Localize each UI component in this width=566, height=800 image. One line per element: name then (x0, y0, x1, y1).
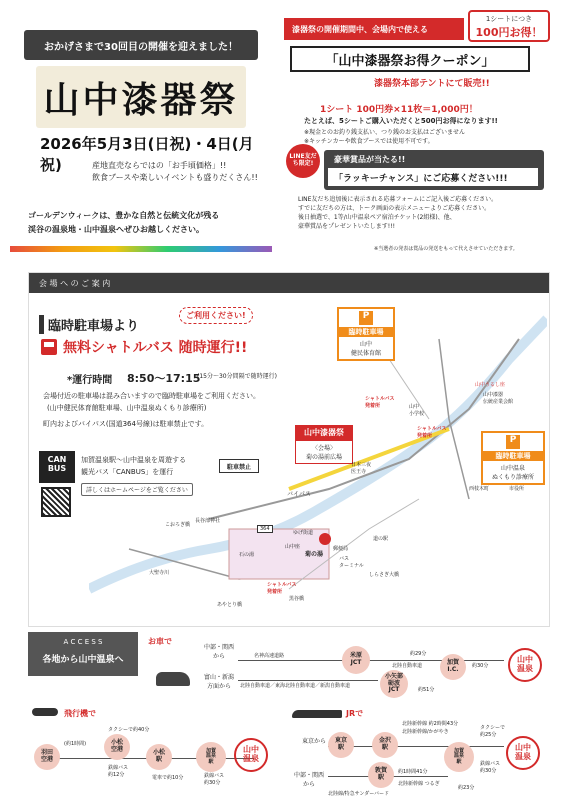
dest-jr (506, 736, 540, 770)
hours-note: (15分〜30分間隔で随時運行) (197, 373, 277, 380)
coupon-panel (284, 6, 556, 264)
map-label-10: 市役所 (509, 486, 525, 492)
station-tokyo-text: 東京 駅 (334, 737, 347, 751)
dest-jr-text: 山中 温泉 (515, 743, 531, 761)
station-tsuruga (368, 762, 394, 788)
lucky-body-1: LINE友だち追加後に表示される応募フォームにご記入後ご応募ください。 (298, 196, 498, 203)
map-label-12: 大聖寺川 (149, 570, 170, 576)
bus-icon (41, 339, 57, 355)
map-label-4: ゆげ街道 (293, 530, 314, 536)
map-label-11: 西枝木町 (469, 486, 490, 492)
station-kanazawa (372, 732, 398, 758)
guide-header (29, 273, 549, 293)
no-parking-text: 駐車禁止 (226, 463, 251, 471)
event-gw-2: 渓谷の温泉地・山中温泉へぜひお越しください。 (28, 225, 204, 234)
jr-taxi: タクシーで 約25分 (480, 725, 506, 738)
canbus-text-1: 加賀温泉駅〜山中温泉を周遊する (81, 456, 186, 464)
coupon-intro (284, 18, 464, 40)
canbus-text-2: 観光バス「CANBUS」を運行 (81, 468, 174, 476)
parking-1-p-icon: P (359, 311, 373, 325)
coupon-note-2: ※キッチンカーや飲食ブースでは使用不可です。 (304, 138, 434, 145)
map-label-0: 長谷部神社 (195, 518, 221, 524)
coupon-title-box (290, 46, 530, 72)
bus-stop-2: シャトルバス 発着所 (417, 426, 447, 439)
jr-bus: 鉄線バス 約30分 (480, 761, 501, 774)
station-tokyo (328, 732, 354, 758)
map-label-8: しらさぎ大橋 (369, 572, 400, 578)
bus-stop-1: シャトルバス 発着所 (365, 396, 395, 409)
rainbow-stripe (10, 246, 272, 252)
taxi-1: タクシーで約40分 (108, 727, 150, 733)
parking-2-tag: 臨時駐車場 (483, 451, 543, 461)
lucky-prize: 豪華賞品が当たる!! (334, 155, 406, 164)
coupon-intro-text: 漆器祭の開催期間中、会場内で使える (292, 24, 428, 34)
coupon-badge-line1: 1シートにつき (485, 15, 533, 23)
parking-1-name: 山中 健民体育館 (350, 341, 381, 357)
access-en: A C C E S S (63, 638, 103, 646)
hours-label: *運行時間 (67, 375, 113, 386)
canbus-link[interactable]: 詳しくはホームページをご覧ください (81, 483, 193, 496)
jr-tsuruga-sk: 北陸新幹線 つるぎ (398, 781, 440, 787)
event-banner-text: おかげさまで30回目の開催を迎えました！ (44, 41, 238, 53)
event-title-box (36, 66, 246, 128)
train-icon (292, 710, 342, 718)
lucky-box (324, 150, 544, 190)
no-parking-sign (219, 459, 259, 473)
parking-1 (337, 307, 395, 361)
canbus-logo-1: CAN (47, 455, 67, 464)
bus-stop-3: シャトルバス 発着所 (267, 582, 297, 595)
jr-from-1: 東京から (302, 738, 327, 745)
road-2: 北陸自動車道 (392, 663, 423, 669)
flight-1: (約1時間) (64, 741, 87, 747)
canbus-logo-2: BUS (47, 463, 67, 473)
lucky-body-2: すでに友だちの方は、トーク画面の表示メニューよりご応募ください。 (298, 205, 491, 212)
car-icon (156, 672, 190, 686)
map-label-5: あやとり橋 (217, 602, 243, 608)
callout: ご利用ください! (179, 307, 253, 324)
dest-car (508, 648, 542, 682)
car-from-1: 中部・関西 から (204, 644, 235, 660)
plane-label: 飛行機で (64, 709, 96, 718)
yamanaka-ui-label: 山中うるし座 (475, 382, 506, 388)
map-label-6: こおろぎ橋 (165, 522, 191, 528)
coupon-title: 「山中漆器祭お得クーポン」 (325, 53, 495, 69)
line-badge (286, 144, 320, 178)
coupon-example: たとえば、5シートご購入いただくと500円お得になります!! (304, 117, 498, 125)
coupon-note-1: ※現金とのお釣り銭支払い、つり銭のお支払はございません (304, 129, 466, 136)
lucky-body-3: 後日抽選で、1等/山中温泉ペア宿泊チケット(2組様)、他、 (298, 214, 456, 221)
venue-sub: 〈会場〉 菊の湯前広場 (295, 440, 353, 464)
event-desc-1: 産地直売ならではの「お手頃価格」!! (92, 161, 227, 170)
bullet-1: 会場付近の駐車場は混み合いますので臨時駐車場をご利用ください。 (43, 392, 260, 400)
airport-komatsu (104, 734, 130, 760)
dist-1: 約29分 (410, 651, 427, 657)
map-label-13: 道の駅 (373, 536, 389, 542)
map-label-2: 石の湯 (239, 552, 255, 558)
car-from-2: 富山・新潟 方面から (204, 674, 235, 690)
event-dates: 2026年5月3日(日祝)・4日(月祝) (40, 135, 254, 174)
coupon-sale: 漆器祭本部テントにて販売!! (374, 79, 490, 89)
station-kaga-jr-text: 加賀 温泉 駅 (453, 747, 464, 765)
access-label-box (28, 632, 138, 676)
bypass-label: バイパス (287, 491, 311, 498)
bullet-2: 町内およびバイパス(国道364号線)は駐車禁止です。 (43, 420, 209, 428)
plane-icon (32, 708, 58, 716)
dest-plane (234, 738, 268, 772)
kikunoyu-label: 菊の湯 (305, 551, 324, 558)
flight-2: 鉄線バス 約12分 (108, 765, 129, 778)
jr-time-2: 約1時間41分 (398, 769, 428, 775)
venue-title: 山中漆器祭 (295, 425, 353, 440)
event-gw-1: ゴールデンウィークは、豊かな自然と伝統文化が残る (28, 211, 220, 220)
road-3: 北陸自動車道／東海北陸自動車道／新潟自動車道 (240, 683, 351, 689)
coupon-price: 1シート 100円券×11枚＝1,000円！ (320, 105, 478, 115)
station-kaga-jr (444, 742, 474, 772)
ic-kaga-text: 加賀 I.C. (446, 659, 459, 673)
airport-haneda-text: 羽田 空港 (40, 749, 53, 763)
airport-komatsu-text: 小松 空港 (110, 739, 123, 753)
jct-oyabe (380, 670, 408, 698)
canbus-logo (39, 451, 75, 483)
dist-3: 約30分 (472, 663, 489, 669)
jr-hokuriku-2: 北陸新幹線/かがやき (402, 729, 449, 735)
parking-2 (481, 431, 545, 485)
map-label-14: バス ターミナル (339, 556, 364, 569)
station-kaga-plane (196, 742, 226, 772)
hours-value: 8:50〜17:15 (127, 372, 201, 385)
flight-3: 電車で約10分 (152, 775, 184, 781)
parking-1-tag: 臨時駐車場 (339, 327, 393, 337)
lucky-note: ※当選者の発表は賞品の発送をもって代えさせていただきます。 (374, 246, 518, 252)
parking-2-name: 山中温泉 ぬくもり診療所 (491, 465, 534, 481)
guide-header-text: 会 場 へ の ご 案 内 (39, 278, 111, 288)
event-panel (10, 6, 272, 256)
shuttle-text: 無料シャトルバス 随時運行!! (63, 340, 248, 356)
ic-kaga (440, 654, 466, 680)
car-label: お車で (148, 637, 172, 646)
route-364: 364 (257, 525, 273, 533)
parking-2-p-icon: P (506, 435, 520, 449)
road-1: 名神高速道路 (254, 653, 285, 659)
jr-from-2: 中部・関西 から (294, 772, 325, 788)
dist-2: 約51分 (418, 687, 435, 693)
jct-maibara-text: 米原 JCT (349, 652, 362, 666)
station-tsuruga-text: 敦賀 駅 (374, 767, 387, 781)
bullet-1b: (山中健民体育館駐車場、山中温泉ぬくもり診療所) (47, 404, 207, 412)
jct-maibara (342, 646, 370, 674)
parking-title: 臨時駐車場より (39, 315, 139, 334)
map-label-1: 日本三夜 医王寺 (351, 462, 372, 475)
coupon-badge (468, 10, 550, 42)
access-jp: 各地から山中温泉へ (42, 655, 124, 665)
dest-plane-text: 山中 温泉 (243, 745, 259, 763)
airport-haneda (34, 744, 60, 770)
flight-4: 鉄線バス 約30分 (204, 773, 225, 786)
station-kanazawa-text: 金沢 駅 (378, 737, 391, 751)
line-badge-text: LINE友だち限定! (289, 153, 317, 167)
lucky-chance: 「ラッキーチャンス」にご応募ください!!! (328, 168, 538, 186)
map-label-9: 山中 小学校 (409, 404, 425, 417)
lucky-body-4: 豪華賞品をプレゼントいたします!!! (298, 223, 395, 230)
jr-time-3: 約23分 (458, 785, 475, 791)
map-label-3: 山中座 (285, 544, 301, 550)
access-section (28, 632, 550, 796)
venue-box (295, 425, 353, 464)
qr-code (41, 487, 71, 517)
hall-label: 山中漆器 伝統産業会館 (483, 392, 514, 405)
event-title: 山中漆器祭 (43, 78, 239, 121)
jr-thunder: 北陸線/特急サンダーバード (328, 791, 389, 797)
station-komatsu (146, 744, 172, 770)
map (89, 299, 547, 625)
station-komatsu-text: 小松 駅 (152, 749, 165, 763)
jr-label: JRで (346, 709, 364, 718)
dest-car-text: 山中 温泉 (517, 655, 533, 673)
event-banner (24, 30, 258, 60)
map-label-15: 郵便局 (333, 546, 349, 552)
guide-section (28, 272, 550, 627)
coupon-badge-line2: 100円お得！ (475, 26, 543, 39)
event-desc-2: 飲食ブースや楽しいイベントも盛りだくさん!! (92, 173, 258, 182)
jr-hokuriku: 北陸新幹線 約2時間43分 (402, 721, 459, 727)
station-kaga-plane-text: 加賀 温泉 駅 (205, 747, 216, 765)
jct-oyabe-text: 小矢部 砺波 JCT (384, 673, 403, 694)
map-label-7: 黒谷橋 (289, 596, 305, 602)
